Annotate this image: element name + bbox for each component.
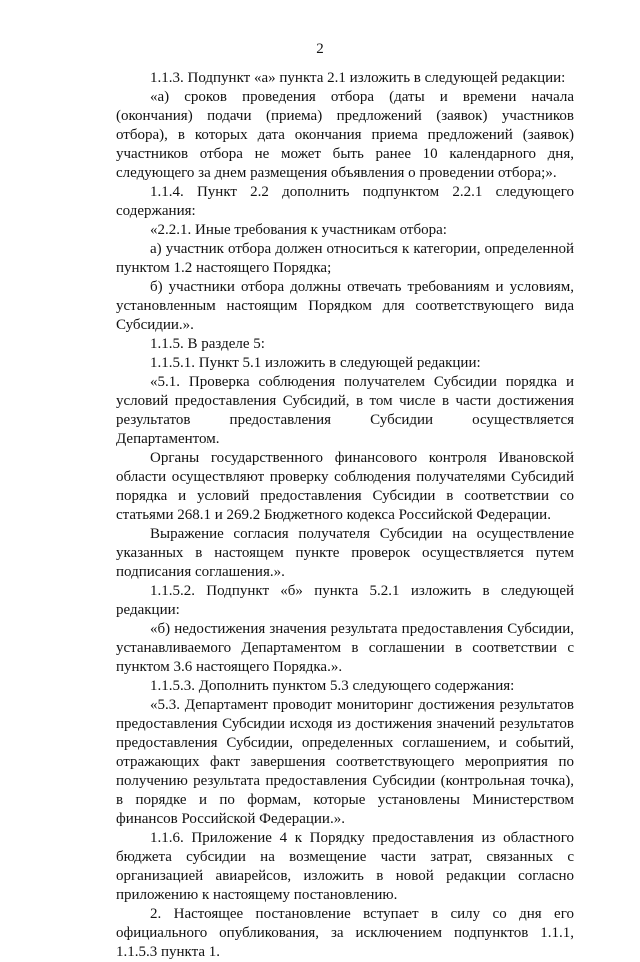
document-body <box>116 69 574 962</box>
paragraph-5-1: «5.1. Проверка соблюдения получателем Субсидии порядка и условий предоставления Субсидий, в том числе в части достижения результатов предоставления Субсидии осуществляется Департаментом. <box>116 374 574 447</box>
paragraph-consent: Выражение согласия получателя Субсидии на осуществление указанных в настоящем пункте проверок осуществляется путем подписания соглашения.». <box>116 526 574 580</box>
paragraph-1-1-6: 1.1.6. Приложение 4 к Порядку предоставления из областного бюджета субсидии на возмещение части затрат, связанных с организацией авиарейсов, изложить в новой редакции согласно приложению к настоящему постановлению. <box>116 830 574 903</box>
paragraph-1-1-5-1: 1.1.5.1. Пункт 5.1 изложить в следующей редакции: <box>150 355 481 371</box>
paragraph-control-bodies: Органы государственного финансового контроля Ивановской области осуществляют проверку соблюдения получателями Субсидий порядка и условий предоставления Субсидии в соответствии со статьями 268.1 и 269.2 Бюджетного кодекса Российской Федерации. <box>116 450 574 523</box>
page-number: 2 <box>316 41 324 57</box>
paragraph-item-b: «б) недостижения значения результата предоставления Субсидии, устанавливаемого Департаментом в соглашении в соответствии с пунктом 3.6 настоящего Порядка.». <box>116 621 574 675</box>
paragraph-1-1-5-2: 1.1.5.2. Подпункт «б» пункта 5.2.1 изложить в следующей редакции: <box>116 583 574 618</box>
paragraph-1-1-5: 1.1.5. В разделе 5: <box>150 336 265 352</box>
paragraph-5-3: «5.3. Департамент проводит мониторинг достижения результатов предоставления Субсидии исходя из достижения значений результатов предоставления Субсидии, определенных соглашением, и событий, отражающих факт завершения соответствующего мероприятия по получению результата предоставления Субсидии (контрольная точка), в порядке и по формам, которые установлены Министерством финансов Российской Федерации.». <box>116 697 574 827</box>
paragraph-item-a: «а) сроков проведения отбора (даты и времени начала (окончания) подачи (приема) предложений (заявок) участников отбора), в которых дата окончания приема предложений (заявок) участников отбора не может быть ранее 10 календарного дня, следующего за днем размещения объявления о проведении отбора;». <box>116 89 574 181</box>
paragraph-requirement-b: б) участники отбора должны отвечать требованиям и условиям, установленным настоящим Порядком для соответствующего вида Субсидии.». <box>116 279 574 333</box>
paragraph-2-2-1: «2.2.1. Иные требования к участникам отбора: <box>150 222 447 238</box>
paragraph-requirement-a: а) участник отбора должен относиться к категории, определенной пунктом 1.2 настоящего Порядка; <box>116 241 574 276</box>
paragraph-1-1-4: 1.1.4. Пункт 2.2 дополнить подпунктом 2.2.1 следующего содержания: <box>116 184 574 219</box>
paragraph-1-1-5-3: 1.1.5.3. Дополнить пунктом 5.3 следующего содержания: <box>150 678 515 694</box>
paragraph-1-1-3: 1.1.3. Подпункт «а» пункта 2.1 изложить в следующей редакции: <box>150 70 566 86</box>
paragraph-2: 2. Настоящее постановление вступает в силу со дня его официального опубликования, за исключением подпунктов 1.1.1, 1.1.5.3 пункта 1. <box>116 906 574 960</box>
